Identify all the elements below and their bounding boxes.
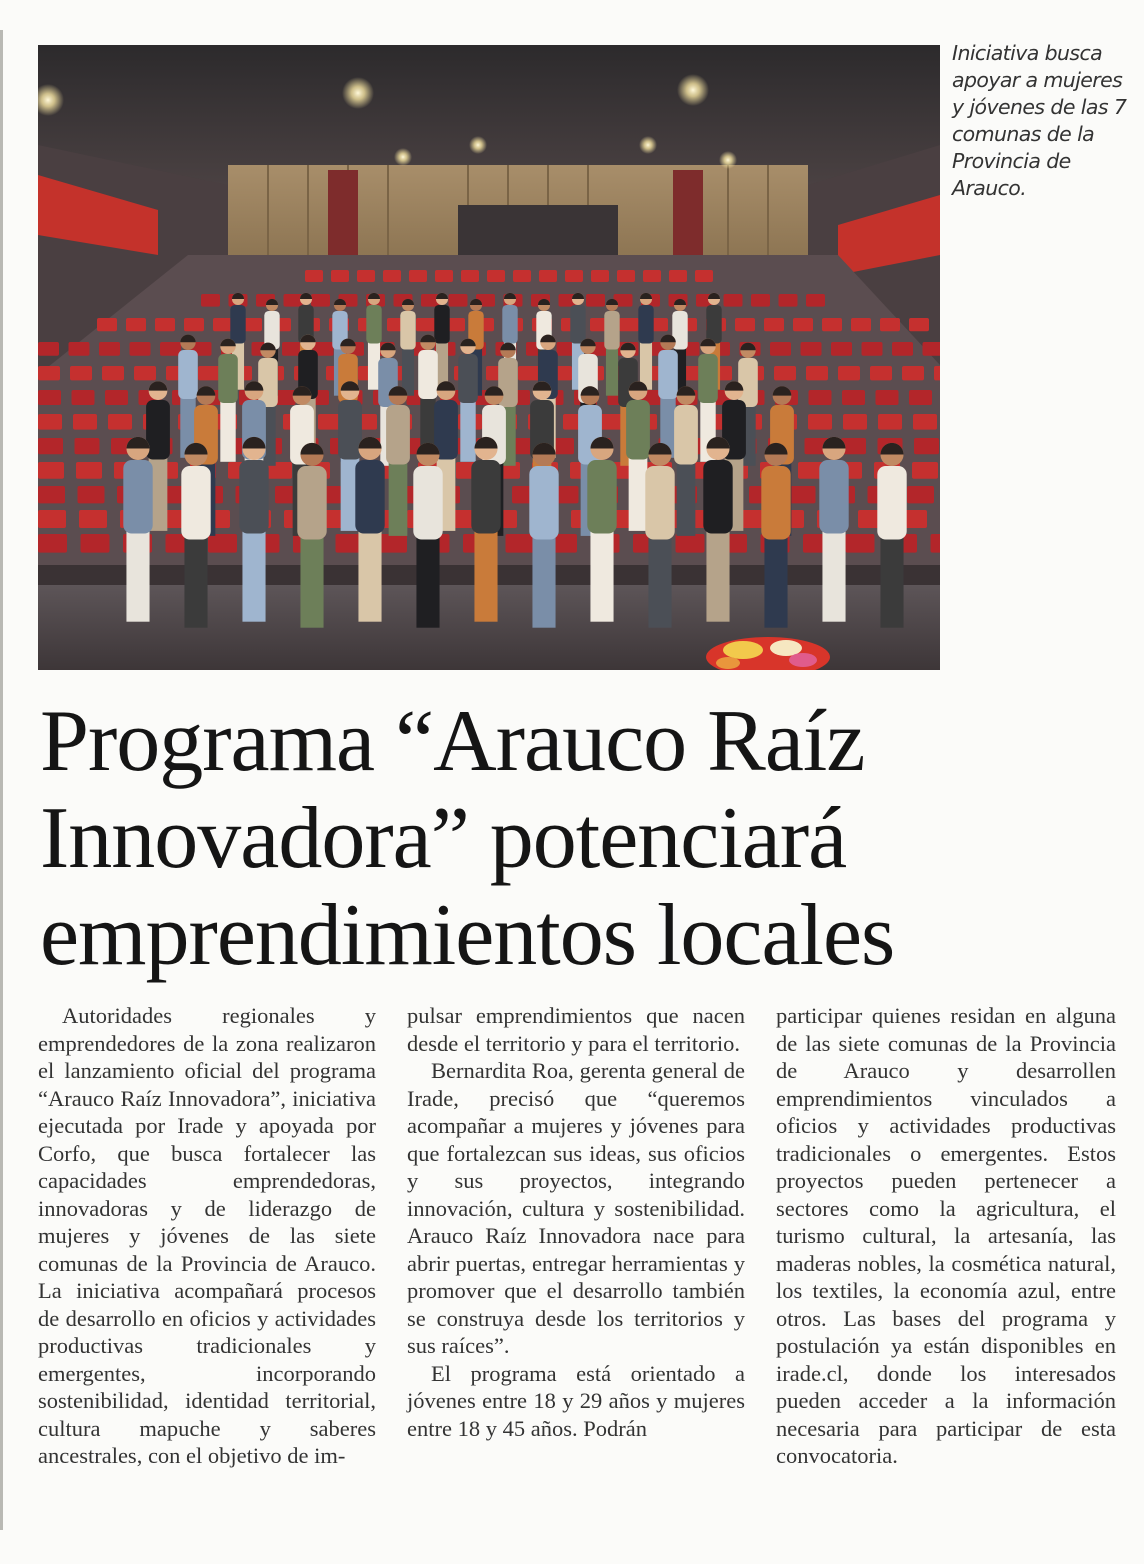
paragraph: Bernardita Roa, gerenta general de Irade, precisó que “queremos acompañar a mujeres y jóvenes para que fortalezcan sus ideas, sus oficios y sus proyectos, integrando innovación, cultura y sostenibilidad. Arauco Raíz Innovadora nace para abrir puertas, entregar herramientas y promover que el desarrollo también se construya desde los territorios y sus raíces”. [407, 1058, 745, 1358]
headline-line-1: Programa “Arauco Raíz [40, 693, 865, 790]
page-edge [0, 30, 3, 1530]
event-photo [38, 45, 940, 670]
paragraph: pulsar emprendimientos que nacen desde el territorio y para el territorio. [407, 1003, 745, 1056]
ceiling [38, 45, 940, 185]
paragraph: participar quienes residan en alguna de las siete comunas de la Provincia de Arauco y desarrollen emprendimientos vinculados a oficios y actividades productivas tradicionales o emergentes. Estos proyectos pueden pertenecer a sectores como la agricultura, el turismo cultural, la artesanía, las maderas nobles, la cosmética natural, los textiles, la economía azul, entre otros. Las bases del programa y postulación ya están disponibles en irade.cl, donde los interesados pueden acceder a la información necesaria para participar de esta convocatoria. [776, 1003, 1116, 1468]
article-column-2 [407, 1002, 745, 1442]
headline-line-2: Innovadora” potenciará [40, 790, 847, 887]
headline-line-3: emprendimientos locales [40, 887, 895, 984]
article-column-3 [776, 1002, 1116, 1470]
event-photo-illustration [38, 45, 940, 670]
red-panel-right [673, 170, 703, 260]
headline [40, 693, 1130, 984]
stage-opening [458, 205, 618, 260]
article-column-1 [38, 1002, 376, 1470]
red-panel-left [328, 170, 358, 260]
photo-caption: Iniciativa busca apoyar a mujeres y jóvenes de las 7 comunas de la Provincia de Arauco. [952, 41, 1127, 200]
paragraph: El programa está orientado a jóvenes entre 18 y 29 años y mujeres entre 18 y 45 años. Podrán [407, 1360, 745, 1441]
paragraph: Autoridades regionales y emprendedores de la zona realizaron el lanzamiento oficial del programa “Arauco Raíz Innovadora”, iniciativa ejecutada por Irade y apoyada por Corfo, que busca fortalecer las capacidades emprendedoras, innovadoras y de liderazgo de mujeres y jóvenes de las siete comunas de la Provincia de Arauco. La iniciativa acompañará procesos de desarrollo en oficios y actividades productivas tradicionales y emergentes, incorporando sostenibilidad, identidad territorial, cultura mapuche y saberes ancestrales, con el objetivo de im- [38, 1003, 376, 1468]
